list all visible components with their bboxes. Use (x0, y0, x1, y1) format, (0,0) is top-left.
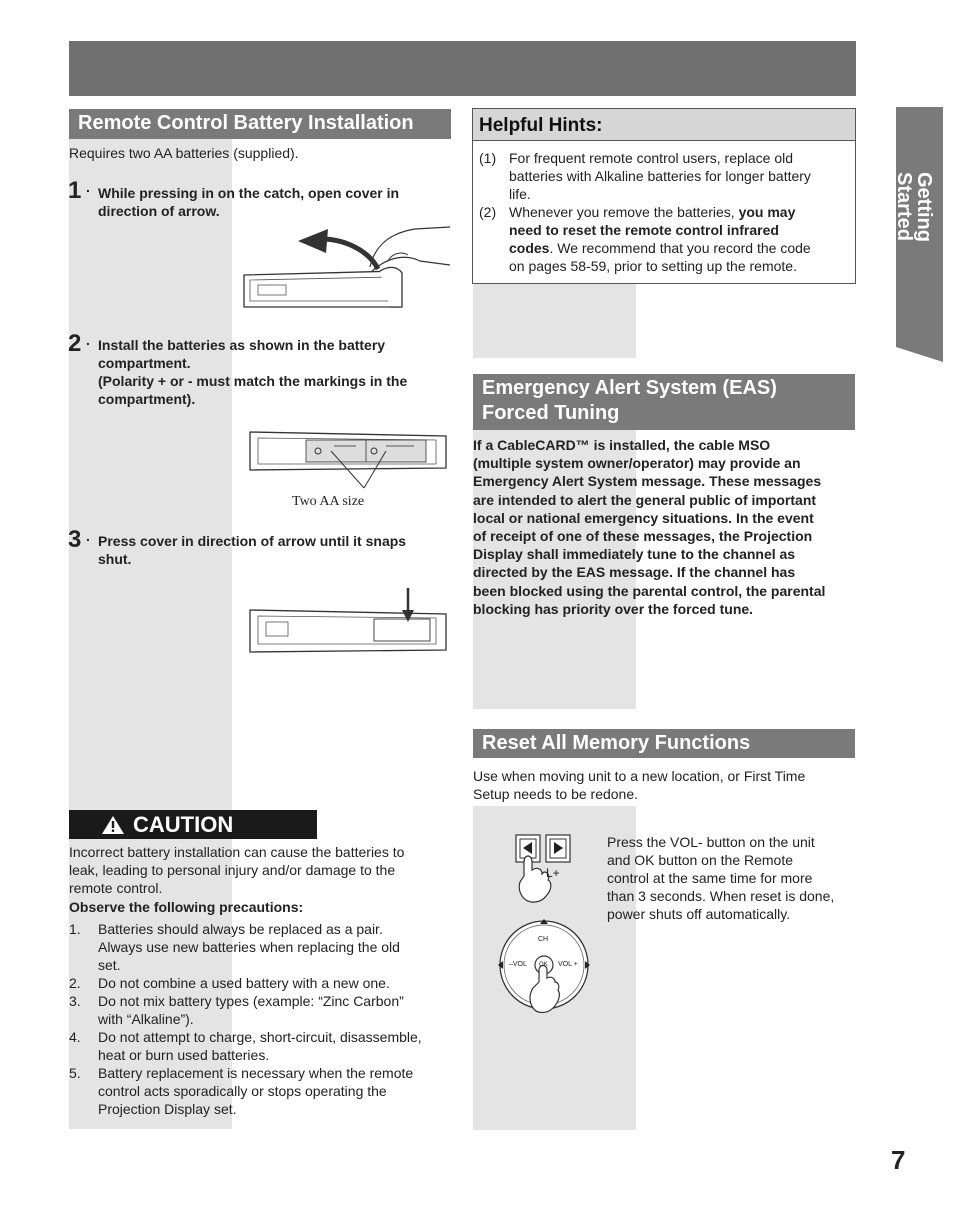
caution-intro: Incorrect battery installation can cause the batteries to leak, leading to personal injury and/or damage to the remote control. (69, 844, 405, 896)
remote-vol-minus-label: –VOL (509, 961, 527, 968)
header-bar (69, 41, 856, 96)
reset-instructions: Press the VOL- button on the unit and OK button on the Remote control at the same time for more than 3 seconds. When reset is done, power shuts off automatically. (607, 834, 835, 922)
helpful-hints-box (472, 108, 856, 284)
list-item: 3. Do not mix battery types (example: “Zinc Carbon” with “Alkaline”). (69, 993, 404, 1027)
list-item: 5. Battery replacement is necessary when the remote control acts sporadically or stops operating the Projection Display set. (69, 1065, 414, 1117)
warning-icon (101, 815, 125, 835)
step-2-number: 2 (68, 330, 82, 357)
battery-section-heading: Remote Control Battery Installation (69, 109, 451, 139)
unit-vol-button-illustration (506, 832, 578, 908)
list-item: 1. Batteries should always be replaced as a pair. Always use new batteries when replacing the old set. (69, 921, 400, 973)
eas-body: If a CableCARD™ is installed, the cable MSO (multiple system owner/operator) may provide an Emergency Alert System message. These messages are intended to alert the general public of important local or national emergency situations. In the event of receipt of one of these messages, the Projection Display shall immediately tune to the channel as directed by the EAS message. If the channel has been blocked using the parental control, the parental blocking has priority over the forced tune. (473, 437, 826, 617)
remote-ok-label: OK (539, 962, 548, 968)
step-3-text: Press cover in direction of arrow until it snaps shut. (98, 533, 407, 567)
step-2-text: Install the batteries as shown in the battery compartment. (Polarity + or - must match the markings in the compartment). (98, 337, 408, 407)
eas-heading: Emergency Alert System (EAS) Forced Tuning (473, 374, 855, 430)
step-1-text: While pressing in on the catch, open cover in direction of arrow. (98, 185, 400, 219)
unit-vol-label: L+ (546, 866, 560, 880)
remote-vol-plus-label: VOL + (558, 961, 578, 968)
reset-intro: Use when moving unit to a new location, or First Time Setup needs to be redone. (473, 768, 806, 802)
battery-intro: Requires two AA batteries (supplied). (69, 145, 299, 161)
list-item: 2. Do not combine a used battery with a new one. (69, 975, 390, 991)
caution-observe: Observe the following precautions: (69, 899, 304, 915)
hint-item: (2) Whenever you remove the batteries, you may need to reset the remote control infrared codes. We recommend that you record the code on pages 58-59, prior to setting up the remote. (479, 204, 811, 274)
reset-heading: Reset All Memory Functions (473, 729, 855, 758)
precautions-list (69, 920, 454, 1118)
remote-ok-button-illustration (495, 916, 595, 1022)
remote-close-cover-illustration (246, 586, 452, 666)
step-3-number: 3 (68, 526, 82, 553)
list-item: 4. Do not attempt to charge, short-circuit, disassemble, heat or burn used batteries. (69, 1029, 422, 1063)
hint-item: (1) For frequent remote control users, replace old batteries with Alkaline batteries for longer battery life. (479, 150, 811, 202)
remote-ch-label: CH (538, 936, 549, 943)
two-aa-size-label: Two AA size (292, 494, 365, 509)
battery-compartment-illustration (246, 424, 452, 494)
caution-title: CAUTION (133, 812, 234, 837)
helpful-hints-heading: Helpful Hints: (473, 109, 855, 141)
side-tab-label: Getting Started (893, 172, 935, 242)
step-1-number: 1 (68, 177, 82, 204)
page-number: 7 (891, 1145, 906, 1175)
caution-banner (69, 810, 317, 839)
remote-open-cover-illustration (240, 225, 452, 313)
